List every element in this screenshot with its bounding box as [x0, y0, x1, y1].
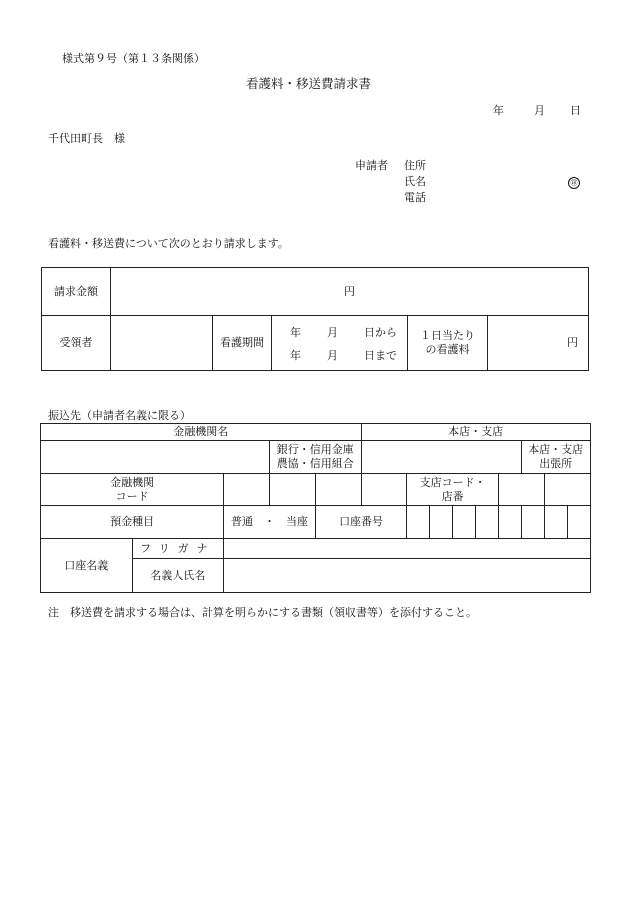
account-number-digit[interactable] [521, 506, 544, 539]
claim-amount-yen: 円 [344, 284, 356, 298]
period-to-day: 日まで [364, 349, 397, 362]
deposit-type-options[interactable]: 普通 ・ 当座 [224, 506, 316, 539]
branch-code-line1: 支店コード・ [419, 475, 486, 489]
claim-amount-field[interactable] [111, 268, 589, 316]
branch-code-line2: 店番 [441, 489, 464, 503]
branch-code-digit-2[interactable] [544, 474, 590, 506]
addressee: 千代田町長 様 [48, 132, 125, 145]
daily-rate-label [408, 316, 488, 371]
account-number-digit[interactable] [544, 506, 567, 539]
institution-name-field[interactable] [41, 441, 270, 474]
branch-type-line1: 本店・支店 [528, 443, 584, 456]
account-number-digit[interactable] [430, 506, 453, 539]
holder-name-field[interactable] [224, 559, 590, 593]
date-day-label: 日 [570, 104, 581, 117]
account-number-label: 口座番号 [315, 506, 407, 539]
account-number-digit[interactable] [567, 506, 590, 539]
account-number-digit[interactable] [498, 506, 521, 539]
seal-mark [568, 175, 580, 189]
period-from-day: 日から [364, 326, 397, 339]
period-from-month: 月 [327, 326, 338, 339]
applicant-phone-label: 電話 [404, 191, 426, 204]
account-number-digit[interactable] [407, 506, 430, 539]
daily-rate-field[interactable] [488, 316, 589, 371]
claim-amount-label: 請求金額 [42, 268, 111, 316]
document-title: 看護料・移送費請求書 [246, 76, 372, 91]
intro-text: 看護料・移送費について次のとおり請求します。 [48, 237, 289, 250]
care-period-label: 看護期間 [213, 316, 272, 371]
institution-code-digit-1[interactable] [224, 474, 270, 506]
date-year-label: 年 [493, 104, 504, 117]
branch-code-digit-1[interactable] [498, 474, 544, 506]
transfer-heading: 振込先（申請者名義に限る） [48, 409, 191, 422]
holder-name-label: 名義人氏名 [132, 559, 224, 593]
bank-type-line1: 銀行・信用金庫 [276, 443, 354, 456]
daily-rate-label-line2: の看護料 [425, 343, 470, 356]
care-period-dates[interactable] [272, 316, 408, 371]
account-number-digit[interactable] [476, 506, 499, 539]
date-month-label: 月 [534, 104, 545, 117]
institution-code-digit-3[interactable] [315, 474, 361, 506]
branch-type-line2: 出張所 [539, 457, 573, 470]
daily-rate-label-line1: １日当たり [420, 329, 475, 342]
recipient-label: 受領者 [42, 316, 111, 371]
bank-type-line2: 農協・信用組合 [276, 457, 354, 470]
daily-rate-yen: 円 [567, 336, 579, 349]
deposit-type-label: 預金種目 [41, 506, 224, 539]
period-from-year: 年 [290, 326, 301, 339]
note-text: 注 移送費を請求する場合は、計算を明らかにする書類（領収書等）を添付すること。 [48, 606, 477, 619]
period-to-month: 月 [327, 349, 338, 362]
period-to-year: 年 [290, 349, 301, 362]
branch-name-field[interactable] [361, 441, 521, 474]
institution-code-label [41, 474, 224, 506]
applicant-name-label: 氏名 [404, 175, 426, 188]
branch-type-options[interactable] [521, 441, 590, 474]
institution-code-line1: 金融機関 [110, 475, 155, 489]
branch-code-label [407, 474, 499, 506]
furigana-label: フリガナ [132, 539, 224, 559]
form-number: 様式第９号（第１３条関係） [62, 52, 205, 65]
account-name-label: 口座名義 [41, 539, 133, 593]
furigana-field[interactable] [224, 539, 590, 559]
institution-code-digit-2[interactable] [269, 474, 315, 506]
recipient-field[interactable] [111, 316, 213, 371]
bank-table [40, 423, 591, 593]
institution-name-header: 金融機関名 [41, 424, 362, 441]
institution-code-line2: コード [115, 489, 149, 503]
branch-header: 本店・支店 [361, 424, 590, 441]
bank-type-options[interactable] [269, 441, 361, 474]
applicant-label: 申請者 [355, 159, 388, 172]
institution-code-digit-4[interactable] [361, 474, 407, 506]
claim-table [41, 267, 589, 371]
seal-icon: ㊞ [568, 177, 580, 189]
account-number-digit[interactable] [453, 506, 476, 539]
applicant-address-label: 住所 [404, 159, 426, 172]
